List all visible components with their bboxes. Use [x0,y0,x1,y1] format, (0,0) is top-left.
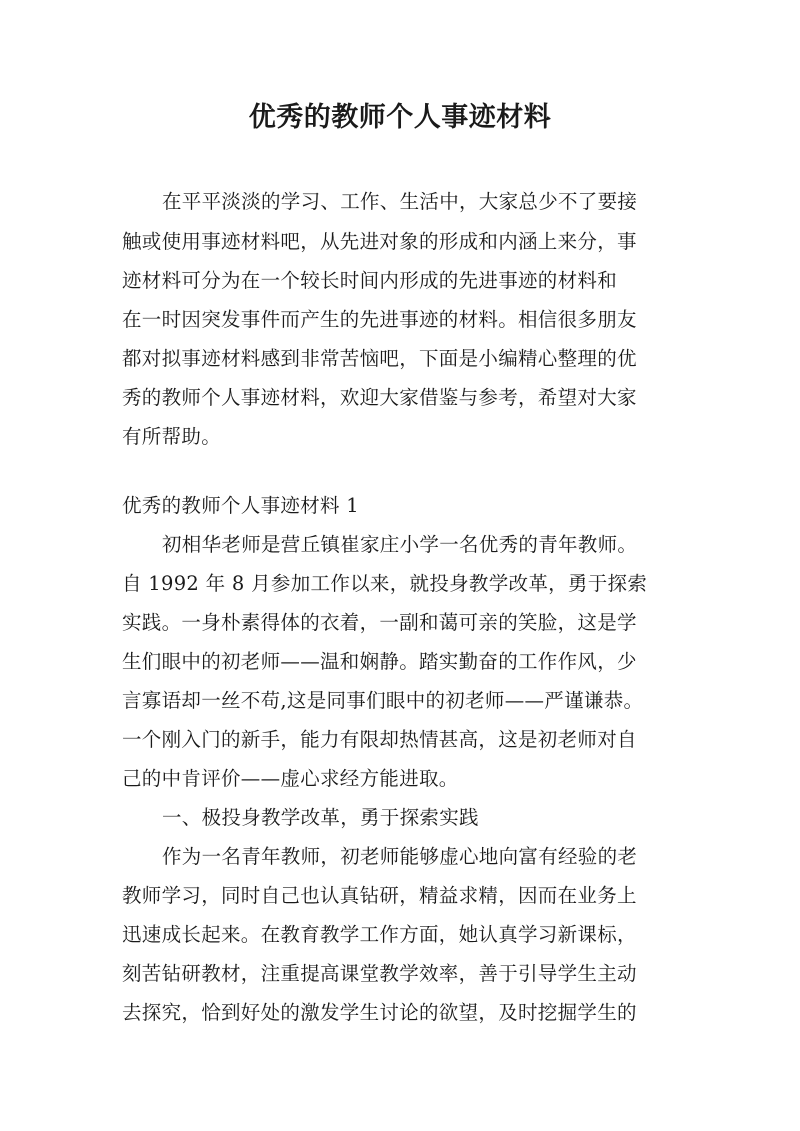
section-heading: 优秀的教师个人事迹材料 1 [122,494,360,517]
intro-line: 迹材料可分为在一个较长时间内形成的先进事迹的材料和 [122,269,618,292]
body-line: 己的中肯评价——虚心求经方能进取。 [122,767,459,790]
body-line: 自 1992 年 8 月参加工作以来，就投身教学改革，勇于探索 [122,572,648,595]
body-line: 刻苦钻研教材，注重提高课堂教学效率，善于引导学生主动 [122,962,637,985]
body-line: 实践。一身朴素得体的衣着，一副和蔼可亲的笑脸，这是学 [122,611,637,634]
body-line: 去探究，恰到好处的激发学生讨论的欲望，及时挖掘学生的 [122,1001,637,1024]
body-line: 言寡语却一丝不苟,这是同事们眼中的初老师——严谨谦恭。 [122,689,644,712]
intro-line: 在平平淡淡的学习、工作、生活中，大家总少不了要接 [162,190,638,213]
intro-line: 触或使用事迹材料吧，从先进对象的形成和内涵上来分，事 [122,230,637,253]
body-line: 迅速成长起来。在教育教学工作方面，她认真学习新课标， [122,923,637,946]
body-line: 初相华老师是营丘镇崔家庄小学一名优秀的青年教师。 [162,533,638,556]
intro-line: 在一时因突发事件而产生的先进事迹的材料。相信很多朋友 [122,308,637,331]
subheading: 一、极投身教学改革，勇于探索实践 [162,806,479,829]
body-line: 教师学习，同时自己也认真钻研，精益求精，因而在业务上 [122,884,637,907]
intro-line: 都对拟事迹材料感到非常苦恼吧，下面是小编精心整理的优 [122,347,637,370]
intro-line: 秀的教师个人事迹材料，欢迎大家借鉴与参考，希望对大家 [122,386,637,409]
intro-line: 有所帮助。 [122,425,222,448]
body-line: 生们眼中的初老师——温和娴静。踏实勤奋的工作作风，少 [122,650,637,673]
body-line: 作为一名青年教师，初老师能够虚心地向富有经验的老 [162,845,638,868]
document-title: 优秀的教师个人事迹材料 [248,102,552,133]
body-line: 一个刚入门的新手，能力有限却热情甚高，这是初老师对自 [122,728,637,751]
